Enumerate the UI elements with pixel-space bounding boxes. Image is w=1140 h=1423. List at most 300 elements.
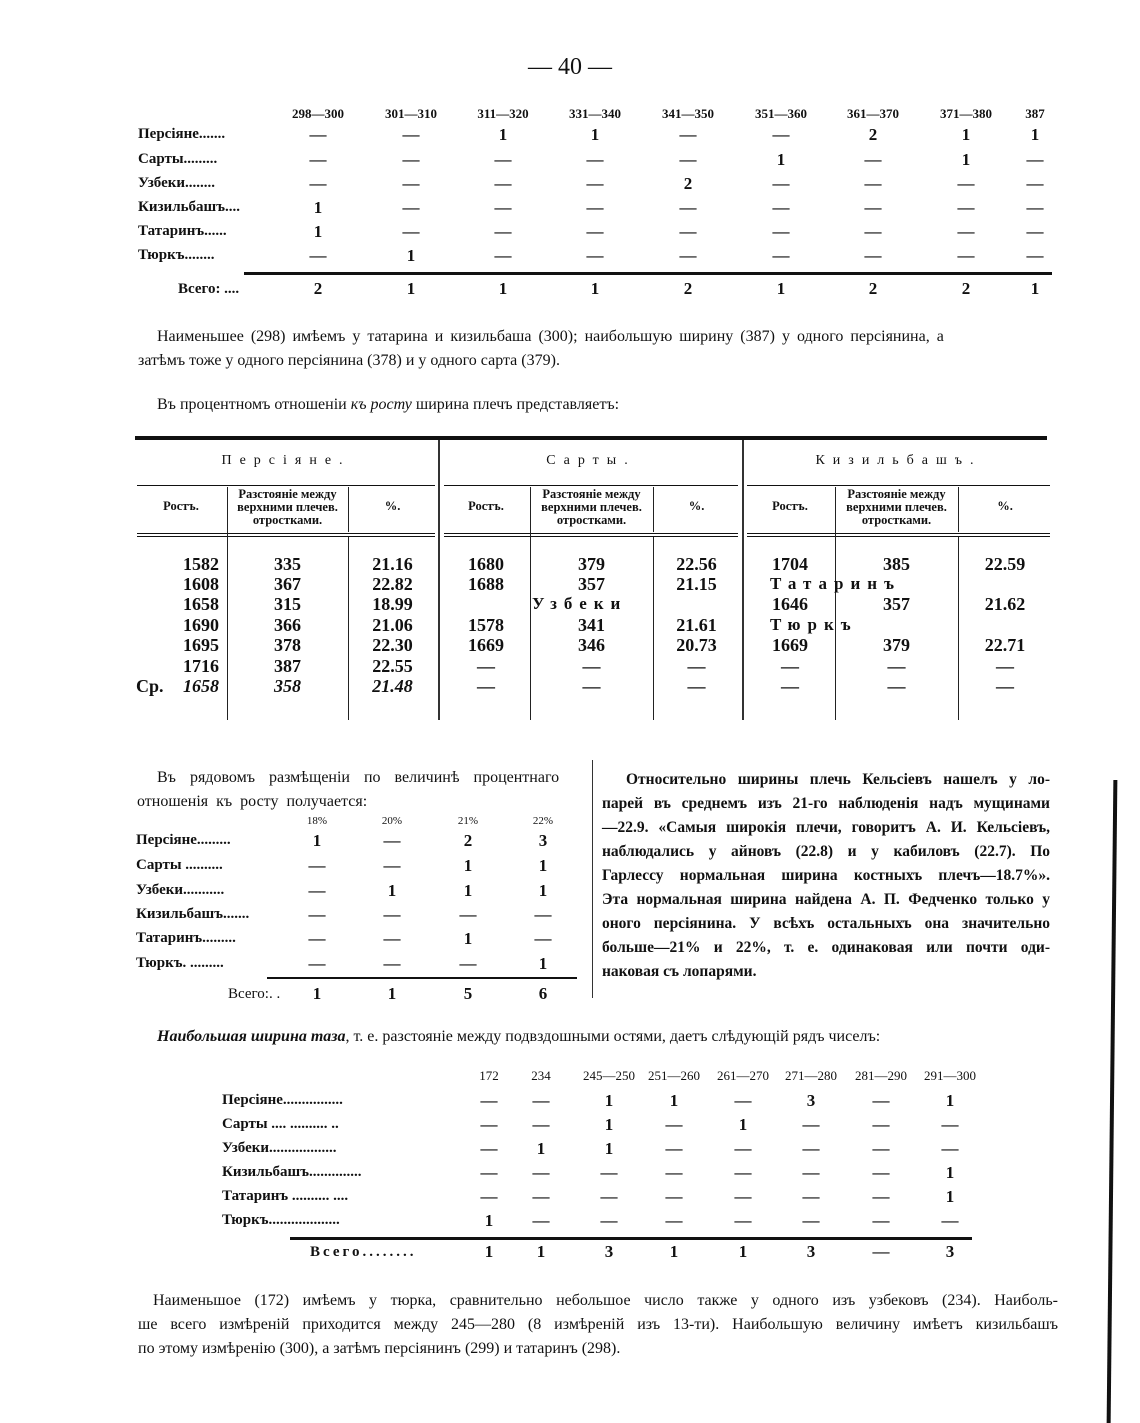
- table-cell: 1658: [183, 594, 219, 614]
- commentary-line: оного персіянина. У всѣхъ остальныхъ она значительно: [602, 915, 1050, 932]
- table-cell: —: [480, 1115, 498, 1134]
- column-header: 172: [479, 1068, 499, 1083]
- table-cell: —: [802, 1139, 820, 1158]
- table-cell: —: [996, 656, 1014, 676]
- table-cell: 1: [484, 1211, 494, 1230]
- table-cell: 378: [274, 635, 301, 655]
- total-cell: —: [872, 1242, 890, 1261]
- table-cell: 1: [945, 1091, 955, 1110]
- header-rule: [444, 485, 738, 486]
- table-cell: —: [600, 1163, 618, 1182]
- table-cell: 21.62: [984, 594, 1026, 614]
- table-cell: 3: [806, 1091, 816, 1110]
- column-header: %.: [384, 499, 401, 513]
- table-cell: —: [402, 125, 420, 144]
- commentary-line: наблюдались у айновъ (22.8) и у кабиловъ (22.7). По: [602, 843, 1050, 860]
- table-cell: 387: [274, 656, 301, 676]
- row-label: Кизильбашъ.......: [136, 906, 250, 922]
- commentary-line: наковая съ лопарями.: [602, 963, 757, 980]
- table-cell: 1: [406, 246, 416, 265]
- table-cell: —: [309, 174, 327, 193]
- table-cell: —: [802, 1187, 820, 1206]
- column-header: 22%: [532, 815, 554, 827]
- table-cell: 1608: [183, 574, 219, 594]
- table-cell: —: [772, 125, 790, 144]
- table-cell: —: [872, 1163, 890, 1182]
- table-cell: —: [600, 1187, 618, 1206]
- table-cell: —: [480, 1187, 498, 1206]
- table-cell: —: [864, 174, 882, 193]
- table-cell: 22.82: [372, 574, 413, 594]
- table-cell: 21.61: [676, 615, 717, 635]
- table-cell: —: [772, 174, 790, 193]
- column-header: 311—320: [477, 106, 529, 121]
- column-header: 341—350: [662, 106, 714, 121]
- total-cell: 1: [536, 1242, 546, 1261]
- total-cell: 2: [313, 279, 323, 298]
- table-cell: —: [734, 1139, 752, 1158]
- table-cell: —: [872, 1187, 890, 1206]
- table-cell: —: [887, 656, 906, 676]
- average-cell: 21.48: [372, 676, 413, 696]
- table-cell: —: [941, 1211, 959, 1230]
- table-cell: 1695: [183, 635, 219, 655]
- average-label: Ср.: [136, 676, 164, 696]
- table-cell: —: [872, 1091, 890, 1110]
- italic-text: къ росту: [350, 396, 412, 413]
- table-cell: —: [734, 1091, 752, 1110]
- total-cell: 2: [961, 279, 971, 298]
- table-cell: 366: [274, 615, 301, 635]
- table-cell: 21.06: [372, 615, 413, 635]
- table-cell: —: [864, 246, 882, 265]
- total-rule: [244, 272, 1052, 275]
- table-cell: 1: [498, 125, 508, 144]
- average-cell: 358: [274, 676, 301, 696]
- commentary-line: Относительно ширины плечь Кельсіевъ нашелъ у ло-: [626, 771, 1050, 788]
- table-cell: 22.55: [372, 656, 413, 676]
- total-cell: 3: [604, 1242, 614, 1261]
- table-cell: —: [494, 246, 512, 265]
- table-cell: —: [586, 198, 604, 217]
- table-cell: 1: [313, 222, 323, 241]
- table-cell: 1: [538, 856, 548, 875]
- table-cell: 341: [578, 615, 605, 635]
- summary-line: ше всего измѣреній приходится между 245—280 (8 измѣреній изъ 13-ти). Наибольшую величину имѣетъ кизильбашъ: [138, 1316, 1058, 1333]
- table-cell: 1646: [772, 594, 808, 614]
- table-cell: 385: [883, 554, 910, 574]
- table-cell: —: [957, 222, 975, 241]
- table-cell: 379: [883, 635, 910, 655]
- header-rule: [137, 536, 435, 537]
- column-header: Разстояніе между верхними плечев. отростками.: [237, 487, 338, 527]
- subgroup-label: Татаринъ: [770, 574, 901, 593]
- table-cell: 1: [604, 1091, 614, 1110]
- total-cell: 1: [312, 984, 322, 1003]
- table-cell: —: [772, 198, 790, 217]
- table-cell: —: [679, 246, 697, 265]
- table-cell: 1: [776, 150, 786, 169]
- table-cell: —: [665, 1211, 683, 1230]
- table-cell: —: [459, 905, 477, 924]
- paragraph-line: Наименьшее (298) имѣемъ у татарина и кизильбаша (300); наибольшую ширину (387) у одного персіянина, а: [157, 328, 944, 345]
- italic-text: Наибольшая ширина таза: [157, 1028, 346, 1045]
- commentary-line: Эта нормальная ширина найдена А. П. Федченко только у: [602, 891, 1050, 908]
- table-cell: —: [480, 1091, 498, 1110]
- header-rule: [747, 533, 1050, 534]
- column-header: %.: [688, 499, 705, 513]
- table-cell: —: [309, 246, 327, 265]
- table-cell: 315: [274, 594, 301, 614]
- table-cell: —: [459, 954, 477, 973]
- table-cell: —: [494, 222, 512, 241]
- table-cell: 1669: [772, 635, 808, 655]
- table-cell: —: [586, 246, 604, 265]
- table-cell: —: [383, 929, 401, 948]
- table-cell: 20.73: [676, 635, 717, 655]
- total-label: Всего:. .: [228, 986, 281, 1002]
- table-cell: —: [864, 222, 882, 241]
- table-cell: —: [679, 222, 697, 241]
- table-cell: —: [532, 1115, 550, 1134]
- header-rule: [137, 533, 435, 534]
- column-header: 387: [1025, 106, 1045, 121]
- table-cell: 1716: [183, 656, 219, 676]
- table-cell: 22.59: [984, 554, 1026, 574]
- table-cell: —: [582, 676, 601, 696]
- table-cell: 18.99: [372, 594, 413, 614]
- table-cell: —: [864, 198, 882, 217]
- average-cell: 1658: [183, 676, 219, 696]
- column-header: 331—340: [569, 106, 621, 121]
- table-cell: 1: [961, 125, 971, 144]
- table-cell: —: [941, 1139, 959, 1158]
- table-cell: 22.71: [984, 635, 1026, 655]
- top-rule: [135, 436, 1047, 440]
- table-cell: —: [687, 676, 706, 696]
- table-cell: 22.56: [676, 554, 717, 574]
- table-cell: —: [383, 856, 401, 875]
- table-cell: —: [534, 905, 552, 924]
- column-header: Разстояніе между верхними плечев. отростками.: [846, 487, 947, 527]
- column-header: %.: [997, 499, 1013, 513]
- row-label: Татаринъ.........: [136, 930, 236, 946]
- column-header: 21%: [457, 815, 479, 827]
- table-cell: —: [734, 1163, 752, 1182]
- table-cell: 1: [604, 1115, 614, 1134]
- table-cell: —: [600, 1211, 618, 1230]
- table-cell: 1: [463, 856, 473, 875]
- row-label: Кизильбашъ..............: [222, 1164, 362, 1180]
- header-rule: [747, 485, 1050, 486]
- table-cell: —: [1026, 246, 1044, 265]
- table-cell: —: [308, 881, 326, 900]
- summary-line: по этому измѣренію (300), а затѣмъ персіянинъ (299) и татаринъ (298).: [138, 1340, 621, 1357]
- table-cell: 1: [945, 1187, 955, 1206]
- paragraph-percent-intro: [157, 393, 619, 417]
- column-header: 20%: [381, 815, 403, 827]
- text: , т. е. разстояніе между подвздошными остями, даетъ слѣдующій рядъ чиселъ:: [345, 1028, 881, 1045]
- ranking-intro-line1: Въ рядовомъ размѣщеніи по величинѣ процентнаго: [157, 769, 560, 786]
- table-cell: 1688: [468, 574, 504, 594]
- row-label: Татаринъ .......... ....: [222, 1188, 349, 1204]
- table-cell: —: [802, 1115, 820, 1134]
- header-rule: [444, 533, 738, 534]
- table-cell: —: [734, 1211, 752, 1230]
- table-cell: —: [781, 676, 799, 696]
- table-cell: —: [586, 174, 604, 193]
- row-label: Татаринъ......: [138, 223, 227, 239]
- row-label: Персіяне................: [222, 1092, 343, 1108]
- table-cell: —: [586, 150, 604, 169]
- total-cell: 1: [1030, 279, 1040, 298]
- column-header: 261—270: [717, 1068, 769, 1083]
- table-cell: —: [872, 1115, 890, 1134]
- total-cell: 3: [945, 1242, 955, 1261]
- total-cell: 1: [406, 279, 416, 298]
- page-number: — 40 —: [528, 54, 612, 80]
- table-cell: 1578: [468, 615, 504, 635]
- table-cell: —: [864, 150, 882, 169]
- row-label: Тюркъ...................: [222, 1212, 340, 1228]
- table-cell: 1: [961, 150, 971, 169]
- pelvis-intro: [157, 1025, 880, 1049]
- table-cell: 357: [578, 574, 605, 594]
- column-header: Ростъ.: [468, 499, 504, 513]
- table-cell: —: [1026, 150, 1044, 169]
- table-cell: 1: [536, 1139, 546, 1158]
- total-label: Всего........: [310, 1244, 417, 1260]
- table-cell: —: [679, 150, 697, 169]
- group-divider: [438, 440, 440, 720]
- table-cell: 1: [945, 1163, 955, 1182]
- table-cell: 3: [538, 831, 548, 850]
- table-cell: 1: [387, 881, 397, 900]
- table-cell: 2: [463, 831, 473, 850]
- total-cell: 5: [463, 984, 473, 1003]
- table-cell: —: [941, 1115, 959, 1134]
- row-label: Сарты ..........: [136, 857, 223, 873]
- table-cell: —: [734, 1187, 752, 1206]
- column-header: 271—280: [785, 1068, 837, 1083]
- table-cell: 2: [868, 125, 878, 144]
- commentary-line: —22.9. «Самыя широкія плечи, говоритъ А. И. Кельсіевъ,: [602, 819, 1050, 836]
- total-rule: [267, 977, 577, 979]
- table-cell: 1704: [772, 554, 808, 574]
- total-cell: 1: [498, 279, 508, 298]
- table-cell: 335: [274, 554, 301, 574]
- table-cell: —: [308, 905, 326, 924]
- page-edge-shadow: [1107, 780, 1118, 1423]
- table-cell: 379: [578, 554, 605, 574]
- table-cell: —: [1026, 222, 1044, 241]
- table-cell: —: [494, 198, 512, 217]
- row-label: Узбеки...........: [136, 882, 225, 898]
- table-cell: —: [402, 174, 420, 193]
- row-label: Сарты.........: [138, 151, 218, 167]
- table-cell: —: [772, 246, 790, 265]
- table-cell: —: [532, 1211, 550, 1230]
- row-label: Тюркъ. .........: [136, 955, 224, 971]
- table-cell: —: [957, 174, 975, 193]
- table-cell: 1: [463, 881, 473, 900]
- column-divider: [958, 487, 959, 532]
- table-cell: —: [665, 1139, 683, 1158]
- table-cell: 1: [1030, 125, 1040, 144]
- group-divider: [742, 440, 744, 720]
- row-label: Узбеки........: [138, 175, 216, 191]
- column-header: 251—260: [648, 1068, 700, 1083]
- header-rule: [137, 485, 435, 486]
- total-cell: 2: [683, 279, 693, 298]
- commentary-line: Гарлессу нормальная ширина костныхъ плечъ—18.7%».: [602, 867, 1050, 884]
- table-cell: 2: [683, 174, 693, 193]
- total-rule: [290, 1237, 972, 1240]
- table-cell: —: [402, 198, 420, 217]
- text: Въ процентномъ отношеніи: [157, 396, 351, 413]
- table-cell: 1: [312, 831, 322, 850]
- row-label: Кизильбашъ....: [138, 199, 240, 215]
- column-header: 351—360: [755, 106, 807, 121]
- table-cell: 21.15: [676, 574, 717, 594]
- table-cell: 1: [463, 929, 473, 948]
- table-cell: —: [957, 198, 975, 217]
- table-cell: 357: [883, 594, 910, 614]
- table-cell: —: [383, 954, 401, 973]
- total-cell: 1: [387, 984, 397, 1003]
- table-cell: —: [1026, 198, 1044, 217]
- table-cell: —: [887, 676, 906, 696]
- column-header: 361—370: [847, 106, 899, 121]
- table-cell: —: [872, 1139, 890, 1158]
- column-divider: [653, 487, 654, 532]
- column-header: 281—290: [855, 1068, 907, 1083]
- column-header: 245—250: [583, 1068, 635, 1083]
- table-cell: 1: [313, 198, 323, 217]
- table-cell: —: [582, 656, 601, 676]
- table-cell: —: [586, 222, 604, 241]
- header-rule: [747, 536, 1050, 537]
- table-cell: —: [687, 656, 706, 676]
- table-cell: 1: [669, 1091, 679, 1110]
- table-cell: —: [679, 125, 697, 144]
- table-cell: —: [480, 1163, 498, 1182]
- table-cell: —: [477, 676, 495, 696]
- table-cell: —: [996, 676, 1014, 696]
- table-cell: —: [309, 150, 327, 169]
- table-cell: —: [1026, 174, 1044, 193]
- column-header: Ростъ.: [772, 499, 808, 513]
- table-cell: —: [772, 222, 790, 241]
- table-cell: —: [872, 1211, 890, 1230]
- total-cell: 1: [776, 279, 786, 298]
- table-cell: 1: [538, 881, 548, 900]
- table-cell: —: [308, 954, 326, 973]
- total-cell: 6: [538, 984, 548, 1003]
- table-cell: —: [383, 831, 401, 850]
- table-cell: —: [532, 1163, 550, 1182]
- table-cell: 22.30: [372, 635, 413, 655]
- table-cell: —: [665, 1115, 683, 1134]
- table-cell: —: [802, 1211, 820, 1230]
- table-cell: 1: [538, 954, 548, 973]
- table-cell: 21.16: [372, 554, 413, 574]
- table-cell: —: [532, 1091, 550, 1110]
- column-header: Разстояніе между верхними плечев. отростками.: [541, 487, 642, 527]
- paragraph-line: затѣмъ тоже у одного персіянина (378) и у одного сарта (379).: [138, 352, 560, 369]
- total-cell: 1: [738, 1242, 748, 1261]
- column-header: 18%: [306, 815, 328, 827]
- column-header: 291—300: [924, 1068, 976, 1083]
- row-label: Персіяне.........: [136, 832, 231, 848]
- column-header: 371—380: [940, 106, 992, 121]
- total-cell: 1: [669, 1242, 679, 1261]
- row-label: Сарты .... .......... ..: [222, 1116, 339, 1132]
- table-cell: —: [534, 929, 552, 948]
- table-cell: 1690: [183, 615, 219, 635]
- column-divider: [592, 760, 593, 998]
- summary-line: Наименьшое (172) имѣемъ у тюрка, сравнительно небольшое число также у одного изъ узбековъ (234). Наиболь-: [153, 1292, 1058, 1309]
- table-cell: —: [665, 1187, 683, 1206]
- table-cell: —: [383, 905, 401, 924]
- row-label: Персіяне.......: [138, 126, 226, 142]
- total-cell: 2: [868, 279, 878, 298]
- row-label: Тюркъ........: [138, 247, 215, 263]
- column-header: Ростъ.: [163, 499, 199, 513]
- column-header: 234: [531, 1068, 551, 1083]
- row-label: Узбеки..................: [222, 1140, 337, 1156]
- column-header: 301—310: [385, 106, 437, 121]
- header-rule: [444, 536, 738, 537]
- group-title: Сарты.: [546, 453, 636, 468]
- table-cell: 1: [738, 1115, 748, 1134]
- table-cell: 1: [604, 1139, 614, 1158]
- text: ширина плечъ представляетъ:: [411, 396, 620, 413]
- table-cell: —: [308, 856, 326, 875]
- table-cell: —: [494, 150, 512, 169]
- table-cell: —: [477, 656, 495, 676]
- table-cell: 367: [274, 574, 301, 594]
- table-cell: —: [679, 198, 697, 217]
- table-cell: —: [665, 1163, 683, 1182]
- table-cell: —: [494, 174, 512, 193]
- group-title: Кизильбашъ.: [815, 453, 982, 468]
- column-header: 298—300: [292, 106, 344, 121]
- table-cell: 1680: [468, 554, 504, 574]
- commentary-line: больше—21% и 22%, т. е. одинаковая или почти оди-: [602, 939, 1050, 956]
- table-cell: —: [309, 125, 327, 144]
- table-cell: 1582: [183, 554, 219, 574]
- group-title: Персіяне.: [221, 453, 351, 468]
- subgroup-label: Узбеки: [532, 594, 628, 613]
- total-cell: 1: [590, 279, 600, 298]
- total-cell: 3: [806, 1242, 816, 1261]
- table-cell: 1669: [468, 635, 504, 655]
- total-cell: 1: [484, 1242, 494, 1261]
- table-cell: —: [480, 1139, 498, 1158]
- table-cell: —: [532, 1187, 550, 1206]
- column-divider: [348, 487, 349, 532]
- table-cell: —: [402, 222, 420, 241]
- table-cell: —: [781, 656, 799, 676]
- table-cell: 1: [590, 125, 600, 144]
- table-cell: 346: [578, 635, 605, 655]
- commentary-line: парей въ среднемъ изъ 21-го наблюденія надъ мущинами: [602, 795, 1050, 812]
- table-cell: —: [802, 1163, 820, 1182]
- ranking-intro-line2: отношенія къ росту получается:: [137, 793, 368, 810]
- paragraph-min-max: [157, 325, 1057, 349]
- table-cell: —: [402, 150, 420, 169]
